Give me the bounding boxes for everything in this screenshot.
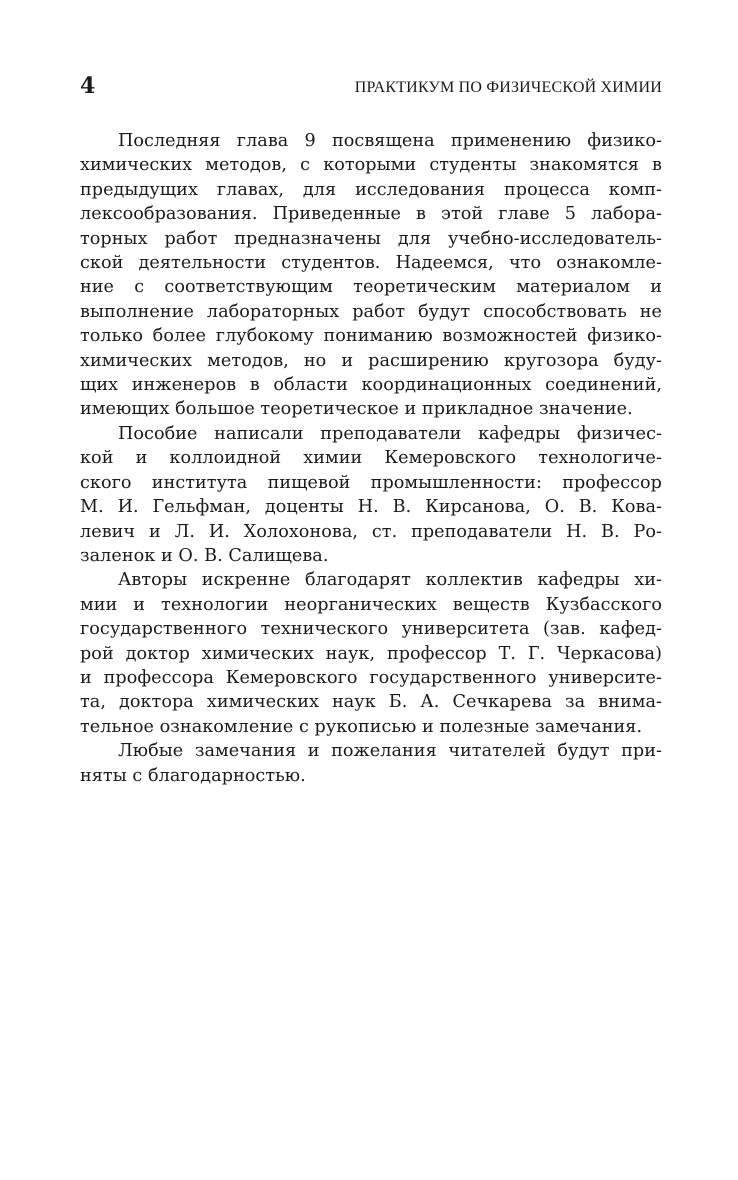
text-line: лексообразования. Приведенные в этой главе 5 лабора- [80, 204, 662, 225]
text-line: имеющих большое теоретическое и прикладное значение. [80, 399, 633, 420]
text-line: государственного технического университета (зав. кафед- [80, 619, 662, 640]
page-number: 4 [80, 73, 96, 99]
paragraph [80, 422, 662, 568]
text-line: ской деятельности студентов. Надеемся, что ознакомле- [80, 253, 662, 274]
text-line: та, доктора химических наук Б. А. Сечкарева за внима- [80, 692, 662, 713]
text-line: ние с соответствующим теоретическим материалом и [80, 277, 662, 298]
text-line: заленок и О. В. Салищева. [80, 545, 329, 566]
text-line: рой доктор химических наук, профессор Т. Г. Черкасова) [80, 643, 662, 664]
paragraph [80, 568, 662, 739]
text-line: няты с благодарностью. [80, 765, 306, 786]
text-line: ского института пищевой промышленности: профессор [80, 472, 662, 493]
text-line: химических методов, с которыми студенты знакомятся в [80, 155, 662, 176]
text-line: тельное ознакомление с рукописью и полезные замечания. [80, 716, 643, 737]
text-line: М. И. Гельфман, доценты Н. В. Кирсанова, О. В. Кова- [80, 497, 662, 518]
text-line: кой и коллоидной химии Кемеровского технологиче- [80, 448, 662, 469]
paragraph [80, 129, 662, 422]
text-line: мии и технологии неорганических веществ Кузбасского [80, 594, 662, 615]
text-line: Авторы искренне благодарят коллектив кафедры хи- [118, 570, 662, 591]
page-header [80, 72, 662, 104]
text-line: только более глубокому пониманию возможностей физико- [80, 326, 662, 347]
text-line: предыдущих главах, для исследования процесса комп- [80, 179, 662, 200]
text-line: и профессора Кемеровского государственного университе- [80, 667, 662, 688]
text-line: выполнение лабораторных работ будут способствовать не [80, 301, 662, 322]
text-line: торных работ предназначены для учебно-исследователь- [80, 228, 662, 249]
text-line: левич и Л. И. Холохонова, ст. преподаватели Н. В. Ро- [80, 521, 662, 542]
running-title: ПРАКТИКУМ ПО ФИЗИЧЕСКОЙ ХИМИИ [354, 79, 662, 96]
text-line: Пособие написали преподаватели кафедры физичес- [118, 423, 662, 444]
text-line: Любые замечания и пожелания читателей будут при- [118, 741, 662, 762]
text-line: щих инженеров в области координационных соединений, [80, 375, 662, 396]
body-text [80, 129, 662, 788]
paragraph [80, 739, 662, 788]
text-line: Последняя глава 9 посвящена применению физико- [118, 131, 662, 151]
text-line: химических методов, но и расширению кругозора буду- [80, 350, 662, 371]
